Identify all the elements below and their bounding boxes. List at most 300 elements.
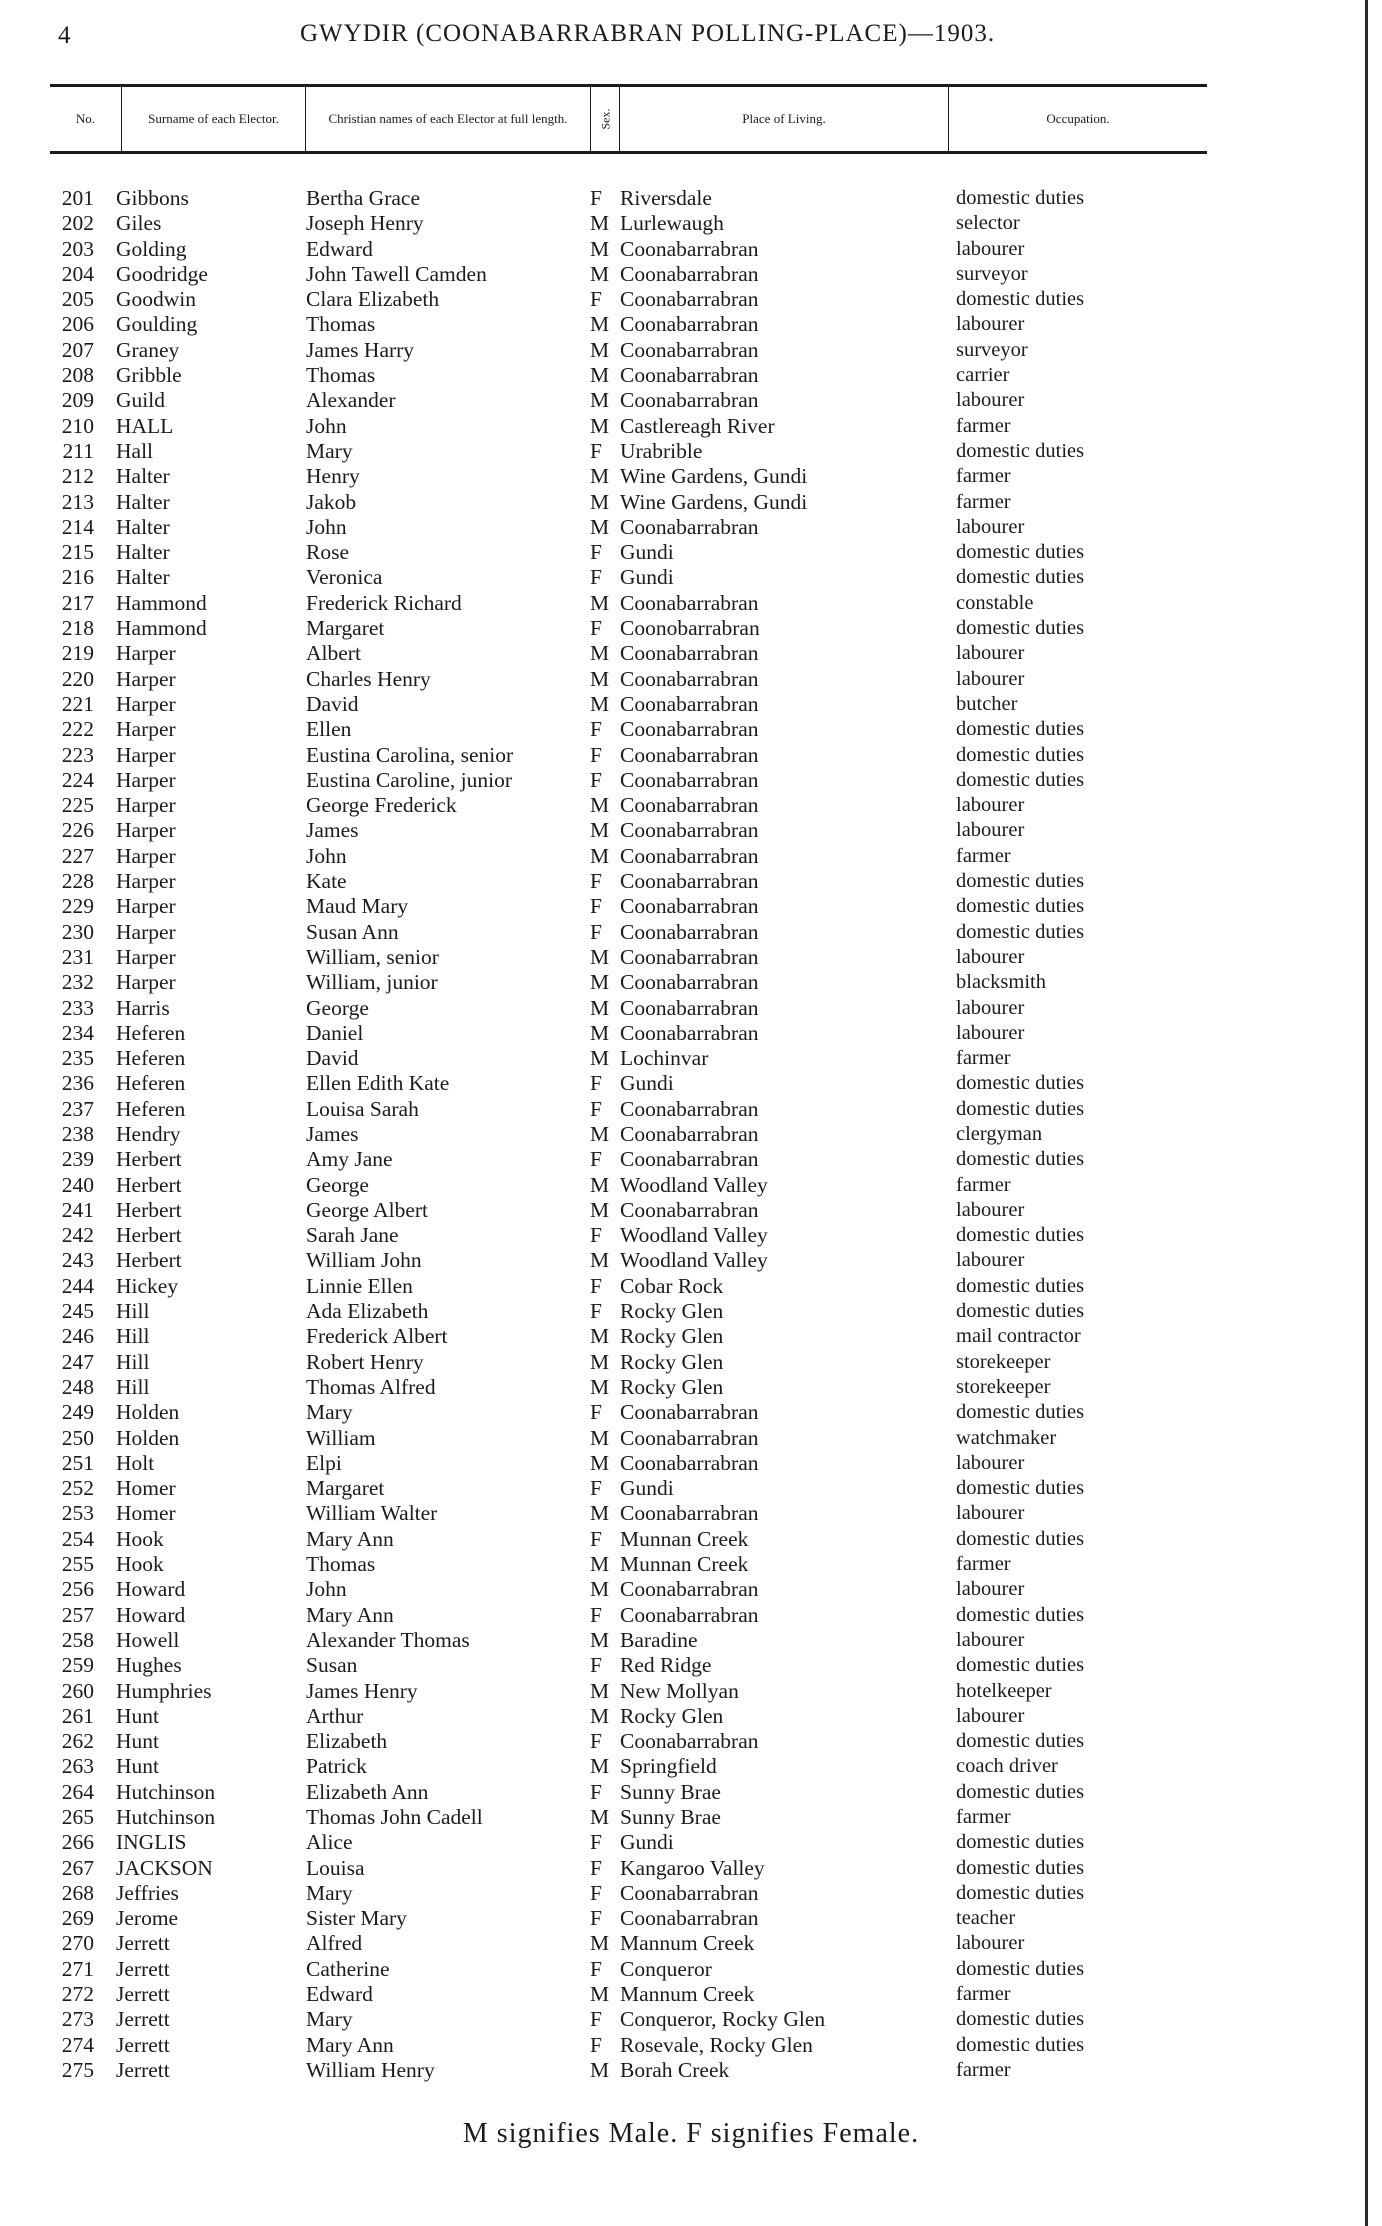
elector-place-of-living: Riversdale — [620, 186, 712, 210]
elector-place-of-living: Coonabarrabran — [620, 767, 759, 792]
table-row — [0, 1122, 1300, 1147]
elector-occupation: domestic duties — [956, 870, 1085, 893]
elector-occupation: labourer — [956, 819, 1025, 842]
elector-surname: Harper — [116, 919, 176, 944]
elector-surname: Harper — [116, 717, 176, 742]
elector-sex: F — [590, 2032, 602, 2057]
elector-place-of-living: Gundi — [620, 1830, 674, 1855]
elector-christian-names: Mary — [306, 2007, 353, 2032]
elector-surname: Harper — [116, 894, 176, 919]
elector-number: 252 — [61, 1476, 94, 1501]
elector-surname: JACKSON — [116, 1855, 213, 1880]
elector-sex: M — [590, 1248, 610, 1273]
elector-christian-names: John Tawell Camden — [306, 261, 487, 286]
elector-surname: Heferen — [116, 1046, 186, 1071]
elector-sex: M — [590, 1577, 610, 1602]
elector-christian-names: Elizabeth Ann — [306, 1779, 429, 1804]
elector-place-of-living: Coonabarrabran — [620, 742, 759, 767]
table-row — [0, 818, 1300, 843]
table-row — [0, 1679, 1300, 1704]
elector-sex: F — [590, 565, 602, 590]
elector-christian-names: James Harry — [306, 337, 415, 362]
elector-sex: M — [590, 312, 610, 337]
elector-christian-names: Rose — [306, 540, 349, 565]
elector-place-of-living: Coonabarrabran — [620, 1400, 759, 1425]
elector-christian-names: Jakob — [306, 489, 357, 514]
elector-place-of-living: Woodland Valley — [620, 1223, 768, 1248]
elector-number: 245 — [61, 1299, 94, 1324]
elector-sex: M — [590, 1172, 610, 1197]
elector-number: 241 — [61, 1197, 94, 1222]
elector-number: 212 — [61, 464, 94, 489]
elector-surname: Howard — [116, 1577, 186, 1602]
elector-surname: Harper — [116, 970, 176, 995]
elector-place-of-living: Coonabarrabran — [620, 717, 759, 742]
elector-occupation: watchmaker — [956, 1426, 1057, 1449]
elector-surname: Hammond — [116, 616, 207, 641]
elector-christian-names: Alfred — [306, 1931, 363, 1956]
elector-place-of-living: Coonabarrabran — [620, 1577, 759, 1602]
table-row — [0, 262, 1300, 287]
table-row — [0, 616, 1300, 641]
elector-number: 262 — [61, 1729, 94, 1754]
elector-occupation: teacher — [956, 1907, 1016, 1930]
elector-surname: Heferen — [116, 1096, 186, 1121]
elector-surname: Herbert — [116, 1172, 182, 1197]
elector-occupation: farmer — [956, 490, 1011, 513]
elector-surname: Hook — [116, 1552, 164, 1577]
elector-number: 219 — [61, 641, 94, 666]
elector-sex: F — [590, 616, 602, 641]
elector-surname: Herbert — [116, 1248, 182, 1273]
elector-number: 205 — [61, 287, 94, 312]
elector-place-of-living: Coonabarrabran — [620, 995, 759, 1020]
table-row — [0, 1071, 1300, 1096]
elector-place-of-living: Coonabarrabran — [620, 1729, 759, 1754]
elector-number: 207 — [61, 337, 94, 362]
elector-sex: M — [590, 970, 610, 995]
elector-occupation: coach driver — [956, 1755, 1058, 1778]
table-row — [0, 1375, 1300, 1400]
elector-sex: M — [590, 1627, 610, 1652]
elector-surname: Jerrett — [116, 2007, 170, 2032]
elector-place-of-living: Coonabarrabran — [620, 514, 759, 539]
elector-surname: Hook — [116, 1526, 164, 1551]
elector-sex: M — [590, 666, 610, 691]
table-row — [0, 1830, 1300, 1855]
table-row — [0, 490, 1300, 515]
elector-surname: Humphries — [116, 1678, 212, 1703]
elector-sex: F — [590, 1299, 602, 1324]
elector-number: 257 — [61, 1602, 94, 1627]
elector-occupation: labourer — [956, 1704, 1025, 1727]
elector-place-of-living: Lurlewaugh — [620, 211, 724, 236]
elector-surname: Heferen — [116, 1020, 186, 1045]
elector-christian-names: David — [306, 691, 359, 716]
elector-sex: M — [590, 1678, 610, 1703]
elector-christian-names: Frederick Albert — [306, 1324, 448, 1349]
elector-occupation: hotelkeeper — [956, 1679, 1052, 1702]
elector-sex: F — [590, 717, 602, 742]
elector-occupation: domestic duties — [956, 1730, 1085, 1753]
elector-place-of-living: Coonabarrabran — [620, 1450, 759, 1475]
elector-number: 230 — [61, 919, 94, 944]
elector-place-of-living: Coonabarrabran — [620, 590, 759, 615]
table-row — [0, 1653, 1300, 1678]
page-title: GWYDIR (COONABARRABRAN POLLING-PLACE)—1903. — [300, 20, 996, 47]
elector-number: 218 — [61, 616, 94, 641]
elector-christian-names: Albert — [306, 641, 361, 666]
elector-sex: M — [590, 413, 610, 438]
table-row — [0, 667, 1300, 692]
elector-sex: F — [590, 1526, 602, 1551]
elector-occupation: farmer — [956, 465, 1011, 488]
elector-number: 201 — [61, 186, 94, 210]
elector-number: 271 — [61, 1956, 94, 1981]
elector-sex: F — [590, 1476, 602, 1501]
elector-sex: M — [590, 1425, 610, 1450]
elector-number: 253 — [61, 1501, 94, 1526]
elector-occupation: domestic duties — [956, 541, 1085, 564]
elector-surname: Hickey — [116, 1273, 179, 1298]
elector-christian-names: George Frederick — [306, 793, 457, 818]
elector-number: 248 — [61, 1374, 94, 1399]
right-margin-rule — [1365, 0, 1368, 2226]
elector-place-of-living: Coonabarrabran — [620, 970, 759, 995]
elector-surname: Halter — [116, 514, 170, 539]
elector-christian-names: Sister Mary — [306, 1906, 407, 1931]
elector-sex: F — [590, 1906, 602, 1931]
elector-sex: F — [590, 1602, 602, 1627]
elector-place-of-living: Coonabarrabran — [620, 691, 759, 716]
elector-number: 224 — [61, 767, 94, 792]
table-row — [0, 1754, 1300, 1779]
table-row — [0, 1097, 1300, 1122]
elector-surname: Halter — [116, 540, 170, 565]
table-row — [0, 1476, 1300, 1501]
elector-surname: HALL — [116, 413, 174, 438]
elector-sex: F — [590, 1729, 602, 1754]
elector-christian-names: Mary Ann — [306, 1602, 394, 1627]
elector-place-of-living: Coonabarrabran — [620, 1425, 759, 1450]
elector-place-of-living: Coonobarrabran — [620, 616, 760, 641]
table-row — [0, 1248, 1300, 1273]
table-row — [0, 2058, 1300, 2083]
elector-christian-names: Edward — [306, 236, 373, 261]
elector-number: 221 — [61, 691, 94, 716]
elector-occupation: clergyman — [956, 1122, 1043, 1145]
elector-number: 269 — [61, 1906, 94, 1931]
elector-occupation: labourer — [956, 794, 1025, 817]
elector-place-of-living: Kangaroo Valley — [620, 1855, 765, 1880]
table-row — [0, 414, 1300, 439]
elector-place-of-living: Sunny Brae — [620, 1779, 721, 1804]
elector-number: 226 — [61, 818, 94, 843]
elector-number: 210 — [61, 413, 94, 438]
elector-surname: Harper — [116, 818, 176, 843]
table-row — [0, 211, 1300, 236]
column-header-surname: Surname of each Elector. — [122, 87, 306, 151]
elector-place-of-living: Coonabarrabran — [620, 1147, 759, 1172]
elector-christian-names: Kate — [306, 869, 347, 894]
elector-place-of-living: Coonabarrabran — [620, 363, 759, 388]
table-row — [0, 692, 1300, 717]
elector-sex: M — [590, 337, 610, 362]
elector-surname: Holt — [116, 1450, 155, 1475]
elector-christian-names: Ellen Edith Kate — [306, 1071, 450, 1096]
elector-number: 237 — [61, 1096, 94, 1121]
elector-sex: F — [590, 1400, 602, 1425]
elector-sex: M — [590, 944, 610, 969]
elector-place-of-living: Coonabarrabran — [620, 1501, 759, 1526]
elector-number: 265 — [61, 1805, 94, 1829]
elector-christian-names: Catherine — [306, 1956, 390, 1981]
elector-number: 214 — [61, 514, 94, 539]
elector-place-of-living: Coonabarrabran — [620, 261, 759, 286]
elector-christian-names: Thomas — [306, 363, 376, 388]
elector-occupation: domestic duties — [956, 1148, 1085, 1171]
elector-occupation: labourer — [956, 237, 1025, 260]
elector-christian-names: James — [306, 818, 359, 843]
elector-surname: Jeffries — [116, 1880, 179, 1905]
elector-christian-names: Susan Ann — [306, 919, 399, 944]
table-row — [0, 2033, 1300, 2058]
elector-place-of-living: Rocky Glen — [620, 1299, 724, 1324]
elector-number: 238 — [61, 1121, 94, 1146]
elector-place-of-living: Mannum Creek — [620, 1931, 755, 1956]
elector-occupation: domestic duties — [956, 920, 1085, 943]
elector-place-of-living: Cobar Rock — [620, 1273, 724, 1298]
table-row — [0, 1299, 1300, 1324]
table-row — [0, 312, 1300, 337]
elector-surname: Herbert — [116, 1223, 182, 1248]
elector-surname: Hill — [116, 1324, 150, 1349]
table-row — [0, 1173, 1300, 1198]
elector-place-of-living: Borah Creek — [620, 2057, 730, 2082]
elector-surname: Goodridge — [116, 261, 208, 286]
elector-number: 258 — [61, 1627, 94, 1652]
elector-sex: F — [590, 287, 602, 312]
elector-occupation: domestic duties — [956, 1072, 1085, 1095]
elector-place-of-living: Coonabarrabran — [620, 287, 759, 312]
table-row — [0, 565, 1300, 590]
elector-surname: Harper — [116, 944, 176, 969]
elector-christian-names: Clara Elizabeth — [306, 287, 440, 312]
elector-christian-names: Bertha Grace — [306, 186, 420, 210]
elector-occupation: blacksmith — [956, 971, 1046, 994]
elector-occupation: carrier — [956, 364, 1010, 387]
elector-number: 215 — [61, 540, 94, 565]
elector-surname: Herbert — [116, 1197, 182, 1222]
elector-sex: F — [590, 540, 602, 565]
elector-place-of-living: Castlereagh River — [620, 413, 775, 438]
elector-number: 217 — [61, 590, 94, 615]
elector-surname: Harris — [116, 995, 170, 1020]
elector-place-of-living: Coonabarrabran — [620, 1121, 759, 1146]
elector-number: 251 — [61, 1450, 94, 1475]
elector-place-of-living: Coonabarrabran — [620, 1020, 759, 1045]
elector-number: 261 — [61, 1703, 94, 1728]
elector-sex: F — [590, 1071, 602, 1096]
column-header-occupation: Occupation. — [1046, 111, 1110, 126]
elector-place-of-living: Mannum Creek — [620, 1982, 755, 2007]
table-row — [0, 1931, 1300, 1956]
elector-occupation: domestic duties — [956, 1603, 1085, 1626]
elector-christian-names: Frederick Richard — [306, 590, 462, 615]
column-header-no: No. — [50, 87, 122, 151]
elector-place-of-living: Coonabarrabran — [620, 944, 759, 969]
elector-surname: Harper — [116, 641, 176, 666]
elector-christian-names: John — [306, 413, 347, 438]
elector-sex: M — [590, 843, 610, 868]
elector-occupation: domestic duties — [956, 1274, 1085, 1297]
elector-number: 211 — [62, 438, 94, 463]
elector-occupation: domestic duties — [956, 1881, 1085, 1904]
elector-number: 239 — [61, 1147, 94, 1172]
elector-sex: M — [590, 1703, 610, 1728]
elector-surname: Graney — [116, 337, 180, 362]
elector-sex: F — [590, 919, 602, 944]
table-row — [0, 287, 1300, 312]
table-row — [0, 591, 1300, 616]
elector-place-of-living: Coonabarrabran — [620, 1602, 759, 1627]
elector-occupation: domestic duties — [956, 718, 1085, 741]
elector-number: 266 — [61, 1830, 94, 1855]
elector-number: 232 — [61, 970, 94, 995]
elector-sex: F — [590, 1096, 602, 1121]
table-row — [0, 1805, 1300, 1830]
elector-place-of-living: Springfield — [620, 1754, 717, 1779]
elector-sex: M — [590, 1197, 610, 1222]
elector-surname: Halter — [116, 489, 170, 514]
elector-surname: Howard — [116, 1602, 186, 1627]
elector-sex: M — [590, 1324, 610, 1349]
elector-sex: M — [590, 388, 610, 413]
elector-sex: M — [590, 236, 610, 261]
elector-sex: M — [590, 1501, 610, 1526]
elector-christian-names: Eustina Carolina, senior — [306, 742, 514, 767]
table-row — [0, 996, 1300, 1021]
elector-sex: M — [590, 1805, 610, 1829]
elector-number: 267 — [61, 1855, 94, 1880]
elector-christian-names: Alexander — [306, 388, 396, 413]
elector-number: 260 — [61, 1678, 94, 1703]
elector-surname: Hunt — [116, 1729, 159, 1754]
elector-place-of-living: Woodland Valley — [620, 1172, 768, 1197]
elector-christian-names: David — [306, 1046, 359, 1071]
elector-place-of-living: Gundi — [620, 540, 674, 565]
elector-place-of-living: Coonabarrabran — [620, 1880, 759, 1905]
table-row — [0, 363, 1300, 388]
elector-number: 242 — [61, 1223, 94, 1248]
table-row — [0, 1603, 1300, 1628]
elector-surname: Hunt — [116, 1703, 159, 1728]
elector-surname: Gibbons — [116, 186, 189, 210]
elector-occupation: storekeeper — [956, 1350, 1051, 1373]
table-row — [0, 894, 1300, 919]
table-row — [0, 844, 1300, 869]
elector-number: 250 — [61, 1425, 94, 1450]
elector-number: 259 — [61, 1653, 94, 1678]
elector-christian-names: Susan — [306, 1653, 358, 1678]
elector-occupation: domestic duties — [956, 743, 1085, 766]
table-row — [0, 1856, 1300, 1881]
table-row — [0, 1223, 1300, 1248]
elector-christian-names: Thomas John Cadell — [306, 1805, 483, 1829]
elector-surname: Jerome — [116, 1906, 179, 1931]
elector-number: 208 — [61, 363, 94, 388]
elector-surname: Jerrett — [116, 2032, 170, 2057]
table-row — [0, 717, 1300, 742]
table-row — [0, 1982, 1300, 2007]
elector-christian-names: Robert Henry — [306, 1349, 424, 1374]
elector-number: 216 — [61, 565, 94, 590]
elector-christian-names: Arthur — [306, 1703, 364, 1728]
elector-christian-names: Mary Ann — [306, 2032, 394, 2057]
elector-number: 275 — [61, 2057, 94, 2082]
elector-christian-names: George — [306, 995, 369, 1020]
elector-occupation: labourer — [956, 1249, 1025, 1272]
elector-number: 246 — [61, 1324, 94, 1349]
elector-number: 220 — [61, 666, 94, 691]
elector-christian-names: Mary Ann — [306, 1526, 394, 1551]
elector-occupation: domestic duties — [956, 1300, 1085, 1323]
elector-christian-names: Ellen — [306, 717, 352, 742]
table-row — [0, 1324, 1300, 1349]
elector-christian-names: Louisa — [306, 1855, 365, 1880]
elector-occupation: labourer — [956, 642, 1025, 665]
elector-surname: Homer — [116, 1476, 176, 1501]
elector-sex: M — [590, 1349, 610, 1374]
elector-sex: M — [590, 261, 610, 286]
elector-place-of-living: Coonabarrabran — [620, 793, 759, 818]
table-row — [0, 793, 1300, 818]
table-row — [0, 1957, 1300, 1982]
table-row — [0, 1046, 1300, 1071]
elector-place-of-living: Baradine — [620, 1627, 698, 1652]
elector-place-of-living: Coonabarrabran — [620, 1906, 759, 1931]
footer-note: M signifies Male. F signifies Female. — [462, 2118, 920, 2149]
elector-sex: F — [590, 742, 602, 767]
elector-sex: M — [590, 995, 610, 1020]
elector-surname: Hutchinson — [116, 1805, 216, 1829]
table-row — [0, 338, 1300, 363]
elector-number: 227 — [61, 843, 94, 868]
elector-christian-names: Patrick — [306, 1754, 367, 1779]
table-row — [0, 1881, 1300, 1906]
elector-christian-names: John — [306, 514, 347, 539]
elector-number: 273 — [61, 2007, 94, 2032]
elector-occupation: domestic duties — [956, 1957, 1085, 1980]
elector-christian-names: Charles Henry — [306, 666, 431, 691]
elector-christian-names: Veronica — [306, 565, 383, 590]
elector-occupation: farmer — [956, 1553, 1011, 1576]
elector-number: 233 — [61, 995, 94, 1020]
elector-christian-names: Thomas — [306, 312, 376, 337]
table-row — [0, 2007, 1300, 2032]
elector-sex: M — [590, 1374, 610, 1399]
elector-occupation: domestic duties — [956, 2033, 1085, 2056]
elector-number: 202 — [61, 211, 94, 236]
elector-surname: Hill — [116, 1299, 150, 1324]
column-header-christian-names: Christian names of each Elector at full length. — [306, 87, 591, 151]
elector-christian-names: William, junior — [306, 970, 438, 995]
table-row — [0, 237, 1300, 262]
elector-place-of-living: Rocky Glen — [620, 1324, 724, 1349]
elector-number: 213 — [61, 489, 94, 514]
elector-surname: Jerrett — [116, 2057, 170, 2082]
elector-occupation: labourer — [956, 1502, 1025, 1525]
